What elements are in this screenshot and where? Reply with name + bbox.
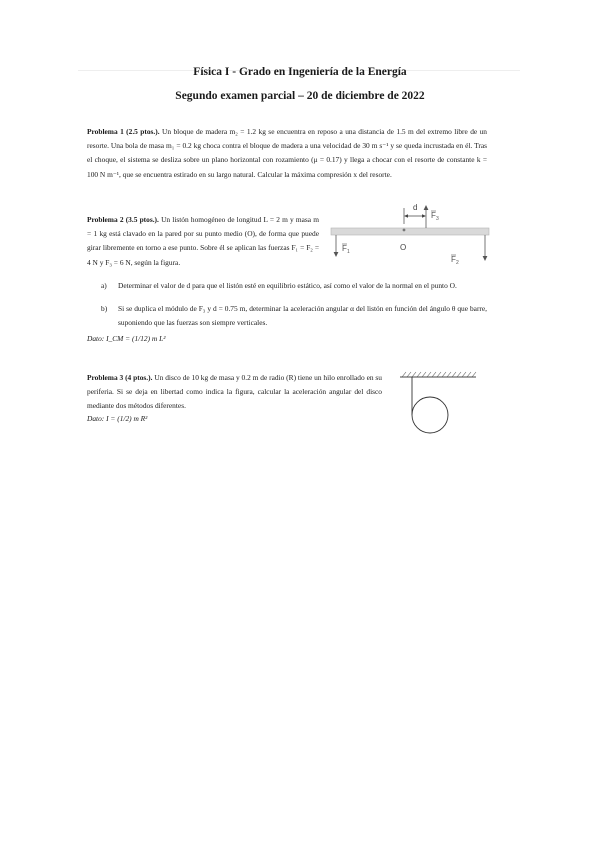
beam-bar [331,228,489,235]
pivot-point [403,229,406,232]
label-F3-sub: 3 [436,216,439,222]
label-F2-sub: 2 [456,260,459,266]
problem-1-label: Problema 1 (2.5 ptos.). [87,127,160,136]
label-F2: F [451,255,456,264]
problem-3-label: Problema 3 (4 ptos.). [87,373,153,382]
problem-3-text: Un disco de 10 kg de masa y 0.2 m de radio (R) tiene un hilo enrollado en su periferia. Si se deja en libertad como indica la figura, calcular la aceleración angular del disco mediante dos métodos diferentes. [87,373,382,411]
problem-2-text: Un listón homogéneo de longitud L = 2 m y masa m = 1 kg está clavado en la pared por su punto medio (O), de forma que puede girar libremente en torno a ese punto. Sobre él se aplican las fuerzas F₁ = F₂ = 4 N y F₃ = 6 N, según la figura. [87,215,320,267]
disc [412,397,448,433]
force-F3-arrowhead [424,205,429,210]
label-d: d [413,203,418,212]
item-a-text: Determinar el valor de d para que el listón esté en equilibrio estático, así como el valor de la normal en el punto O. [118,281,457,290]
problem-2-label: Problema 2 (3.5 ptos.). [87,215,159,224]
label-F1-sub: 1 [347,249,350,255]
ceiling-hatch [402,372,476,377]
force-F2-arrowhead [483,256,488,261]
exam-subtitle: Segundo examen parcial – 20 de diciembre de 2022 [175,90,425,102]
label-O: O [400,243,407,252]
problem-3-figure [396,368,486,440]
d-arrowhead-right [422,214,426,218]
item-b-text: Si se duplica el módulo de F₃ y d = 0.75 m, determinar la aceleración angular α del listón en función del ángulo θ que barre, suponiendo que las fuerzas son siempre verticales. [118,304,487,328]
problem-1-text: Un bloque de madera m₂ = 1.2 kg se encuentra en reposo a una distancia de 1.5 m del extremo libre de un resorte. Una bola de masa m₁ = 0.2 kg choca contra el bloque de madera a una velocidad de 30 m s⁻¹ y se queda incrustada en él. Tras el choque, el sistema se desliza sobre un plano horizontal con rozamiento (μ = 0.17) y llega a chocar con el resorte de constante k = 100 N m⁻¹, que se encuentra estirado en su largo natural. Calcular la máxima compresión x del resorte. [87,127,487,179]
force-F1-arrowhead [334,252,339,257]
problem-3-data: Dato: I = (1/2) m R² [87,414,148,423]
problem-2-figure [330,196,492,274]
problem-2 [87,213,319,270]
d-arrowhead-left [404,214,408,218]
item-b-marker: b) [101,304,108,313]
exam-title: Física I - Grado en Ingeniería de la Energía [193,66,407,78]
label-F1: F [342,244,347,253]
problem-2-data: Dato: I_CM = (1/12) m L² [87,334,166,343]
label-F3: F [431,211,436,220]
problem-3 [87,371,382,414]
item-a-marker: a) [101,281,107,290]
problem-1 [87,125,487,182]
